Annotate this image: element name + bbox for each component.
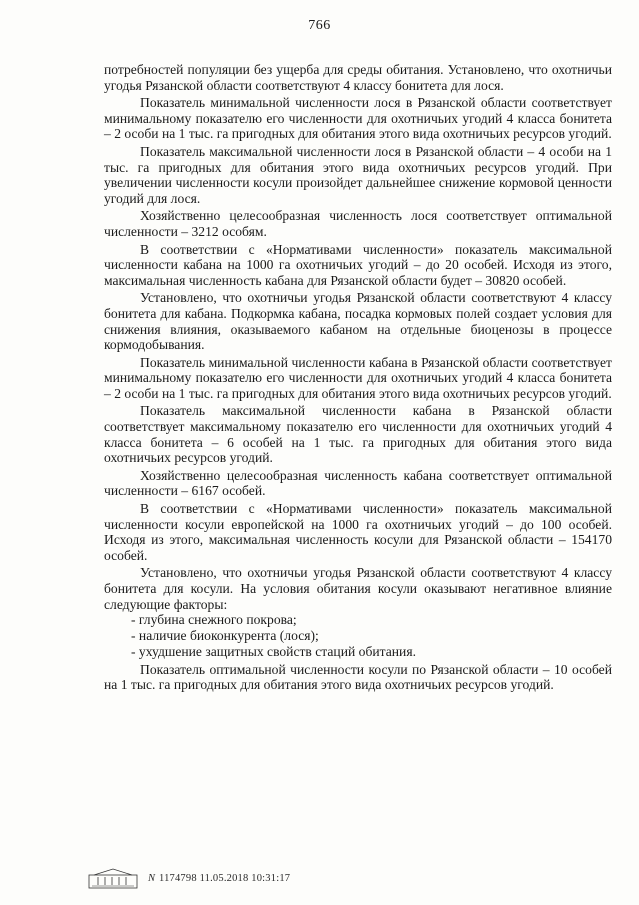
document-footer (88, 866, 290, 890)
paragraph-6: Установлено, что охотничьи угодья Рязанской области соответствуют 4 классу бонитета для кабана. Подкормка кабана, посадка кормовых полей создает условия для снижения влияния, оказываемого кабаном на отдельные биоценозы в процессе кормодобывания. (104, 290, 612, 353)
page-number: 766 (308, 18, 331, 33)
footer-code-mark: N (148, 872, 156, 884)
list-item: - наличие биоконкурента (лося); (131, 627, 319, 643)
paragraph-11: Установлено, что охотничьи угодья Рязанской области соответствуют 4 классу бонитета для косули. На условия обитания косули оказывают негативное влияние следующие факторы: (104, 565, 612, 612)
footer-registration-text: 1174798 11.05.2018 10:31:17 (159, 872, 291, 884)
paragraph-3: Показатель максимальной численности лося в Рязанской области – 4 особи на 1 тыс. га пригодных для обитания этого вида охотничьих ресурсов угодий. При увеличении численности косули произойдет дальнейшее снижение кормовой ценности угодий для лося. (104, 143, 612, 206)
list-item: - ухудшение защитных свойств стаций обитания. (131, 643, 416, 659)
paragraph-2: Показатель минимальной численности лося в Рязанской области соответствует минимальному показателю его численности для охотничьих угодий 4 класса бонитета – 2 особи на 1 тыс. га пригодных для обитания этого вида охотничьих ресурсов угодий. (104, 95, 612, 142)
registry-stamp-icon (88, 867, 138, 889)
paragraph-8: Показатель максимальной численности кабана в Рязанской области соответствует максимальному показателю его численности для охотничьих угодий 4 класса бонитета – 6 особей на 1 тыс. га пригодных для обитания этого вида охотничьих ресурсов угодий. (104, 403, 612, 466)
paragraph-final: Показатель оптимальной численности косули по Рязанской области – 10 особей на 1 тыс. га пригодных для обитания этого вида охотничьих ресурсов угодий. (104, 661, 612, 693)
paragraph-4: Хозяйственно целесообразная численность лося соответствует оптимальной численности – 3212 особям. (104, 208, 612, 239)
paragraph-9: Хозяйственно целесообразная численность кабана соответствует оптимальной численности – 6167 особей. (104, 467, 612, 499)
list-item: - глубина снежного покрова; (131, 612, 297, 628)
paragraph-1: потребностей популяции без ущерба для среды обитания. Установлено, что охотничьи угодья Рязанской области соответствуют 4 классу бонитета для лося. (104, 62, 612, 93)
paragraph-7: Показатель минимальной численности кабана в Рязанской области соответствует минимальному показателю его численности для охотничьих угодий 4 класса бонитета – 2 особи на 1 тыс. га пригодных для обитания этого вида охотничьих ресурсов угодий. (104, 354, 612, 401)
paragraph-5: В соответствии с «Нормативами численности» показатель максимальной численности кабана на 1000 га охотничьих угодий – до 20 особей. Исходя из этого, максимальная численность кабана для Рязанской области будет – 30820 особей. (104, 241, 612, 288)
factors-list (104, 612, 612, 659)
document-body (104, 62, 612, 695)
paragraph-10: В соответствии с «Нормативами численности» показатель максимальной численности косули европейской на 1000 га охотничьих угодий – до 100 особей. Исходя из этого, максимальная численность косули для Рязанской области – 154170 особей. (104, 501, 612, 563)
